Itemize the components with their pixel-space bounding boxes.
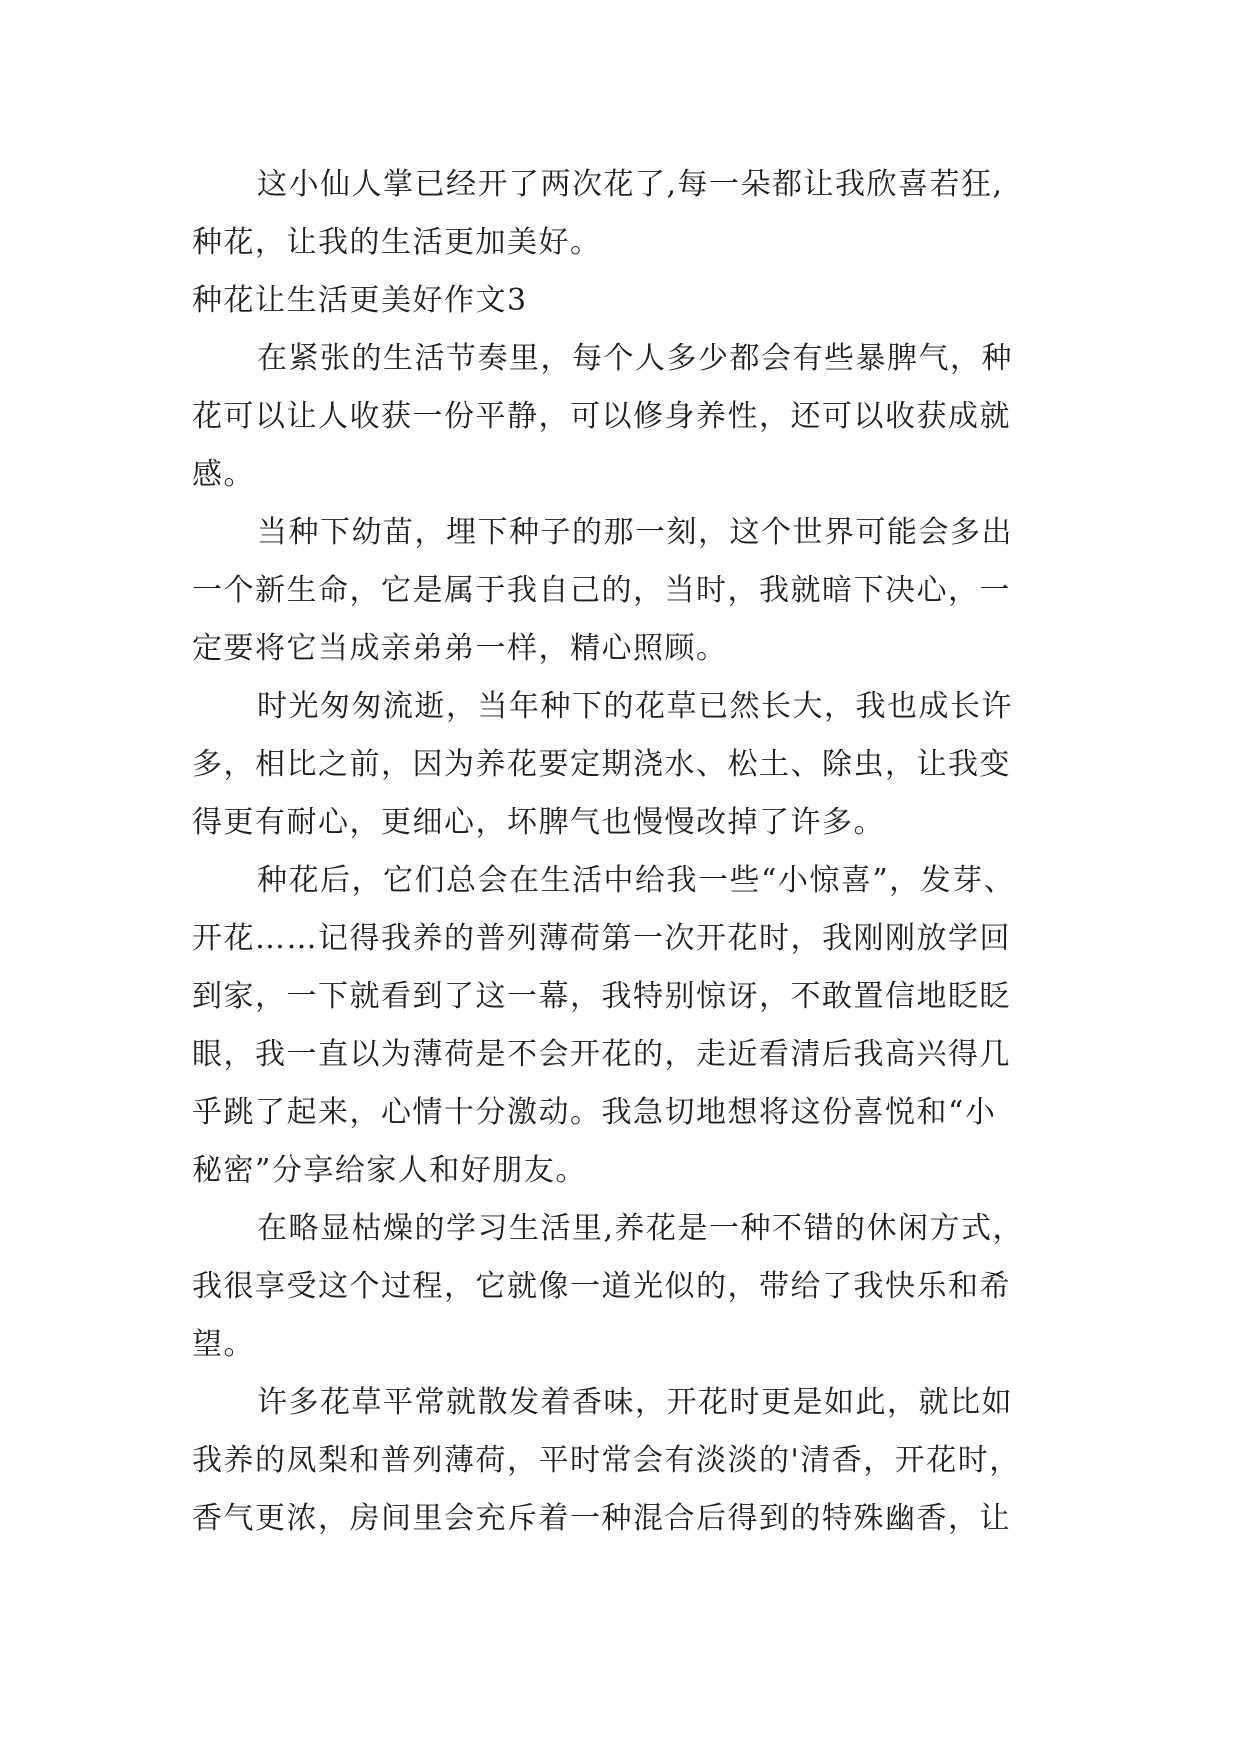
paragraph-line: 到家，一下就看到了这一幕，我特别惊讶，不敢置信地眨眨 bbox=[192, 979, 1011, 1014]
paragraph-line: 开花……记得我养的普列薄荷第一次开花时，我刚刚放学回 bbox=[192, 921, 1011, 956]
paragraph-line: 种花后，它们总会在生活中给我一些“小惊喜”，发芽、 bbox=[257, 863, 1016, 898]
paragraph-line: 我很享受这个过程，它就像一道光似的，带给了我快乐和希 bbox=[192, 1269, 1011, 1304]
paragraph-line: 种花，让我的生活更加美好。 bbox=[192, 225, 602, 260]
paragraph-line: 得更有耐心，更细心，坏脾气也慢慢改掉了许多。 bbox=[192, 805, 885, 840]
paragraph-line: 眼，我一直以为薄荷是不会开花的，走近看清后我高兴得几 bbox=[192, 1037, 1011, 1072]
paragraph-line: 我养的凤梨和普列薄荷，平时常会有淡淡的'清香，开花时， bbox=[192, 1443, 1021, 1478]
paragraph-line: 乎跳了起来，心情十分激动。我急切地想将这份喜悦和“小 bbox=[192, 1095, 997, 1130]
paragraph-line: 在略显枯燥的学习生活里,养花是一种不错的休闲方式， bbox=[257, 1211, 1025, 1246]
paragraph-line: 在紧张的生活节奏里，每个人多少都会有些暴脾气，种 bbox=[257, 341, 1013, 376]
paragraph-line: 定要将它当成亲弟弟一样，精心照顾。 bbox=[192, 631, 728, 666]
paragraph-line: 花可以让人收获一份平静，可以修身养性，还可以收获成就 bbox=[192, 399, 1011, 434]
paragraph-line: 时光匆匆流逝，当年种下的花草已然长大，我也成长许 bbox=[257, 689, 1013, 724]
paragraph-line: 秘密”分享给家人和好朋友。 bbox=[192, 1153, 587, 1188]
essay-heading: 种花让生活更美好作文3 bbox=[192, 283, 528, 318]
paragraph-line: 香气更浓，房间里会充斥着一种混合后得到的特殊幽香，让 bbox=[192, 1501, 1011, 1536]
paragraph-line: 当种下幼苗，埋下种子的那一刻，这个世界可能会多出 bbox=[257, 515, 1013, 550]
paragraph-line: 多，相比之前，因为养花要定期浇水、松土、除虫，让我变 bbox=[192, 747, 1011, 782]
paragraph-line: 一个新生命，它是属于我自己的，当时，我就暗下决心，一 bbox=[192, 573, 1011, 608]
paragraph-line: 这小仙人掌已经开了两次花了,每一朵都让我欣喜若狂, bbox=[257, 167, 1004, 202]
paragraph-line: 感。 bbox=[192, 457, 255, 492]
paragraph-line: 望。 bbox=[192, 1327, 255, 1362]
paragraph-line: 许多花草平常就散发着香味，开花时更是如此，就比如 bbox=[257, 1385, 1013, 1420]
